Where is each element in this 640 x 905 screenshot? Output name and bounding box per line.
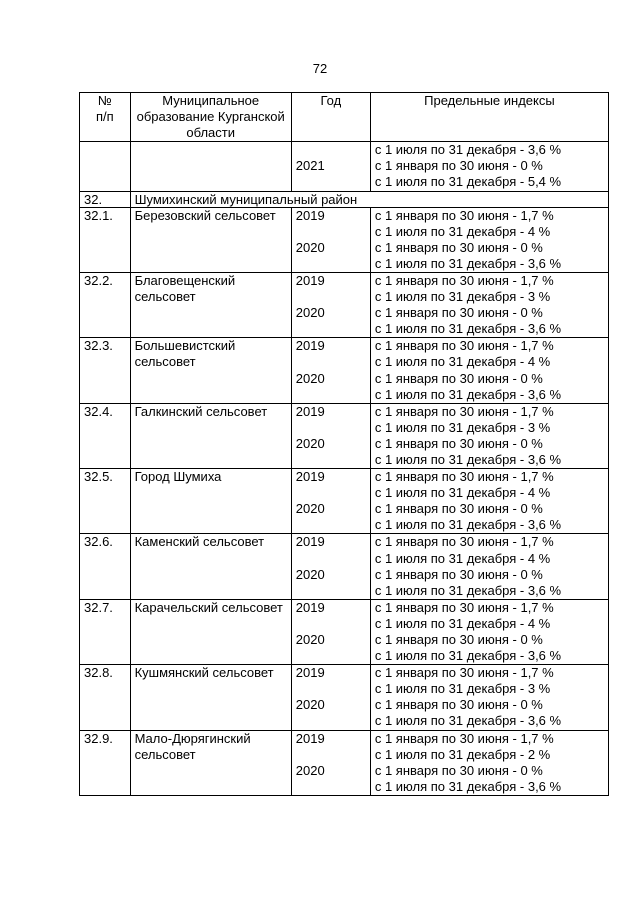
index-line: с 1 июля по 31 декабря - 2 % [374,746,551,762]
year-line [296,224,366,240]
row-years [291,599,370,664]
year-line [296,779,366,795]
index-line: с 1 июля по 31 декабря - 3,6 % [374,321,562,337]
row-num: 32.7. [80,599,131,664]
index-line: с 1 июля по 31 декабря - 3,6 % [374,517,562,533]
row-years [291,469,370,534]
year-line [296,681,366,697]
row-municipality: Карачельский сельсовет [130,599,291,664]
index-line: с 1 июля по 31 декабря - 3,6 % [374,255,562,271]
header-year: Год [291,93,370,142]
index-line: с 1 января по 30 июня - 1,7 % [374,272,554,288]
row-num: 32.3. [80,338,131,403]
index-line: с 1 января по 30 июня - 0 % [374,762,543,778]
index-line: с 1 января по 30 июня - 0 % [374,632,543,647]
index-line: с 1 июля по 31 декабря - 3,6 % [374,713,562,729]
table-row [80,272,609,337]
row-indices [370,207,608,272]
index-line: с 1 января по 30 июня - 0 % [374,158,543,174]
index-line: с 1 июля по 31 декабря - 5,4 % [374,174,562,190]
index-line: с 1 июля по 31 декабря - 3,6 % [374,778,562,794]
row-municipality: Кушмянский сельсовет [130,665,291,730]
index-line: с 1 июля по 31 декабря - 3,6 % [374,451,562,467]
row-years [291,730,370,795]
row-num: 32.2. [80,272,131,337]
index-line: с 1 января по 30 июня - 1,7 % [374,534,554,550]
row-indices [370,142,608,191]
index-line: с 1 июля по 31 декабря - 4 % [374,223,551,239]
index-line: с 1 января по 30 июня - 1,7 % [374,599,554,615]
year-line [296,174,366,190]
row-municipality: Благовещенский сельсовет [130,272,291,337]
row-indices [370,469,608,534]
year-line: 2020 [295,501,325,517]
year-line [296,321,366,337]
row-years [291,142,370,191]
row-municipality: Мало-Дюрягинский сельсовет [130,730,291,795]
year-line: 2020 [295,370,325,386]
row-indices [370,338,608,403]
index-line: с 1 января по 30 июня - 0 % [374,501,543,517]
tariff-index-table [79,92,609,796]
year-line [296,713,366,729]
table-row [80,469,609,534]
row-years [291,338,370,403]
year-line: 2020 [295,762,325,778]
row-indices [370,599,608,664]
index-line: с 1 июля по 31 декабря - 3 % [374,681,551,697]
row-num: 32.1. [80,207,131,272]
row-num: 32.9. [80,730,131,795]
row-num: 32.8. [80,665,131,730]
year-line: 2019 [295,730,325,746]
row-num: 32.6. [80,534,131,599]
row-municipality: Галкинский сельсовет [130,403,291,468]
year-line: 2019 [295,207,325,223]
header-municipality: Муниципальное образование Курганской области [130,93,291,142]
year-line: 2020 [295,697,325,713]
index-line: с 1 января по 30 июня - 0 % [374,305,543,321]
row-indices [370,272,608,337]
index-line: с 1 июля по 31 декабря - 4 % [374,485,551,501]
row-municipality: Березовский сельсовет [130,207,291,272]
index-line: с 1 января по 30 июня - 1,7 % [374,338,554,354]
year-line [296,616,366,632]
year-line: 2021 [295,158,325,174]
continuation-row [80,142,609,191]
row-indices [370,730,608,795]
index-line: с 1 июля по 31 декабря - 3,6 % [374,648,562,664]
year-line: 2019 [295,534,325,550]
year-line [296,387,366,403]
index-line: с 1 июля по 31 декабря - 3 % [374,419,551,435]
page-number: 72 [312,61,328,76]
index-line: с 1 января по 30 июня - 0 % [374,566,543,582]
index-line: с 1 июля по 31 декабря - 3,6 % [374,142,562,158]
year-line [296,289,366,305]
year-line: 2020 [295,632,325,647]
row-municipality: Каменский сельсовет [130,534,291,599]
row-years [291,272,370,337]
table-header-row [80,93,609,142]
year-line [296,551,366,567]
year-line: 2019 [295,338,325,354]
index-line: с 1 июля по 31 декабря - 4 % [374,354,551,370]
year-line: 2019 [295,272,325,288]
region-name: Шумихинский муниципальный район [130,191,608,207]
table-row [80,207,609,272]
row-indices [370,534,608,599]
index-line: с 1 января по 30 июня - 1,7 % [374,665,554,681]
index-line: с 1 января по 30 июня - 1,7 % [374,403,554,419]
index-line: с 1 января по 30 июня - 1,7 % [374,207,554,223]
year-line [296,354,366,370]
index-line: с 1 января по 30 июня - 0 % [374,435,543,451]
row-num [80,142,131,191]
index-line: с 1 июля по 31 декабря - 4 % [374,550,551,566]
table-row [80,338,609,403]
index-line: с 1 июля по 31 декабря - 3,6 % [374,386,562,402]
index-line: с 1 июля по 31 декабря - 3 % [374,289,551,305]
row-years [291,403,370,468]
region-row [80,191,609,207]
year-line [296,142,366,158]
year-line [296,517,366,533]
year-line [296,583,366,599]
year-line: 2019 [295,469,325,485]
index-line: с 1 января по 30 июня - 0 % [374,697,543,713]
year-line: 2020 [295,305,325,321]
row-indices [370,665,608,730]
year-line [296,747,366,763]
table-row [80,534,609,599]
year-line: 2020 [295,566,325,582]
row-years [291,534,370,599]
year-line: 2020 [295,239,325,255]
year-line: 2019 [295,599,325,615]
year-line: 2020 [295,435,325,451]
row-num: 32.4. [80,403,131,468]
row-num: 32.5. [80,469,131,534]
index-line: с 1 января по 30 июня - 1,7 % [374,730,554,746]
index-line: с 1 июля по 31 декабря - 4 % [374,615,551,631]
year-line [296,485,366,501]
year-line [296,648,366,664]
header-indices: Предельные индексы [370,93,608,142]
year-line: 2019 [295,665,325,681]
row-municipality [130,142,291,191]
row-years [291,665,370,730]
year-line [296,452,366,468]
table-row [80,599,609,664]
index-line: с 1 января по 30 июня - 1,7 % [374,469,554,485]
index-line: с 1 января по 30 июня - 0 % [374,370,543,386]
row-indices [370,403,608,468]
row-years [291,207,370,272]
table-row [80,730,609,795]
row-municipality: Большевистский сельсовет [130,338,291,403]
index-line: с 1 июля по 31 декабря - 3,6 % [374,582,562,598]
row-municipality: Город Шумиха [130,469,291,534]
year-line [296,420,366,436]
table-row [80,665,609,730]
index-line: с 1 января по 30 июня - 0 % [374,239,543,255]
header-num: № п/п [80,93,131,142]
region-num: 32. [80,191,131,207]
year-line: 2019 [295,403,325,419]
table-row [80,403,609,468]
year-line [296,256,366,272]
